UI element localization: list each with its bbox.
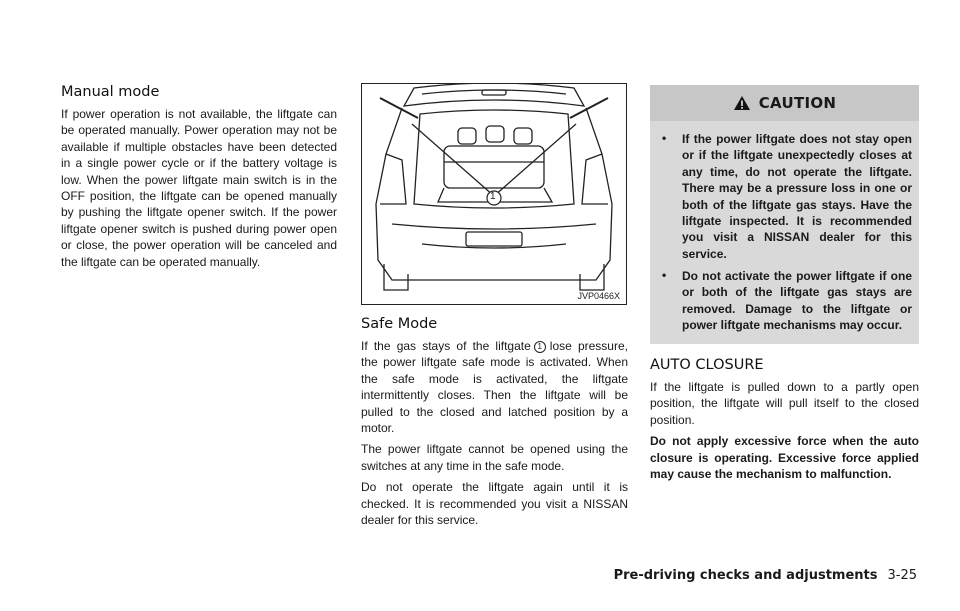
warning-icon	[733, 95, 751, 111]
safe-mode-heading: Safe Mode	[361, 316, 438, 332]
caution-item-text: Do not activate the power liftgate if one or both of the liftgate gas stays are removed. Damage to the liftgate or power liftgate mechanisms may occur.	[682, 269, 912, 333]
manual-mode-section	[61, 0, 337, 275]
bullet: •	[662, 268, 667, 282]
figure-code: JVP0466X	[577, 291, 620, 301]
safe-mode-p1-start: If the gas stays of the liftgate	[361, 339, 531, 353]
callout-number: 1	[490, 191, 496, 202]
liftgate-illustration	[361, 83, 627, 305]
safe-mode-paragraph-3: Do not operate the liftgate again until it is checked. It is recommended you visit a NISSAN dealer for this service.	[361, 480, 628, 528]
caution-item	[662, 268, 912, 334]
auto-closure-heading: AUTO CLOSURE	[650, 357, 764, 373]
page-number: 3-25	[887, 568, 917, 583]
auto-closure-section	[650, 357, 919, 487]
auto-closure-warning: Do not apply excessive force when the auto closure is operating. Excessive force applied may cause the mechanism to malfunction.	[650, 434, 919, 482]
caution-header	[650, 85, 919, 121]
circled-marker-icon: 1	[534, 341, 546, 353]
caution-item-text: If the power liftgate does not stay open or if the liftgate unexpectedly closes at any time, do not operate the liftgate. There may be a pressure loss in one or both of the liftgate gas stays. Have the liftgate inspected. It is recommended you visit a NISSAN dealer for this service.	[682, 132, 912, 261]
footer-section-title: Pre-driving checks and adjustments	[613, 568, 878, 583]
manual-mode-body: If power operation is not available, the liftgate can be operated manually. Power operation may not be available if multiple obstacles have been detected in a single power cycle or if the battery voltage is low. When the power liftgate main switch is in the OFF position, the liftgate can be opened manually by pushing the liftgate opener switch. If the power liftgate opener switch is pushed during power open or close, the power operation will be canceled and the liftgate can be operated manually.	[61, 107, 337, 269]
page-footer	[614, 568, 917, 583]
caution-title: CAUTION	[758, 94, 837, 112]
manual-mode-heading: Manual mode	[61, 84, 160, 100]
auto-closure-paragraph: If the liftgate is pulled down to a partly open position, the liftgate will pull itself to the closed position.	[650, 380, 919, 427]
safe-mode-section	[361, 316, 628, 533]
bullet: •	[662, 131, 667, 145]
caution-item	[662, 131, 912, 262]
safe-mode-p1-end: lose pressure, the power liftgate safe mode is activated. When the safe mode is activated, the liftgate intermittently closes. Then the liftgate will be pulled to the closed and latched position by a motor.	[361, 339, 628, 436]
safe-mode-paragraph-2: The power liftgate cannot be opened using the switches at any time in the safe mode.	[361, 442, 628, 473]
caution-box	[650, 85, 919, 344]
safe-mode-paragraph-1	[361, 338, 628, 436]
